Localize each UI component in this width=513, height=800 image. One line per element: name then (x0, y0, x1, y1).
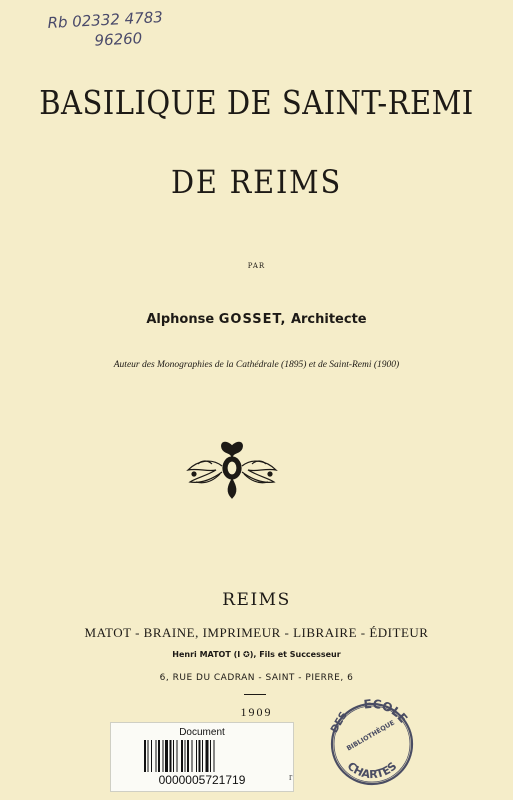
author-line (0, 312, 513, 327)
author-last-name: GOSSET, (218, 312, 287, 327)
imprint-city: REIMS (222, 590, 291, 610)
shelfmark-line-1: Rb 02332 4783 (47, 8, 164, 33)
barcode-icon (144, 740, 260, 772)
title-line-2: DE REIMS (171, 163, 342, 201)
stamp-left-text: DES (329, 710, 350, 735)
stamp-bottom-text: CHARTES (344, 759, 400, 782)
library-stamp (318, 688, 424, 793)
divider-dash (244, 694, 266, 695)
byline-par: PAR (247, 262, 266, 270)
small-margin-mark: r (289, 772, 293, 783)
library-barcode-label (110, 722, 294, 792)
imprint-publisher: MATOT - BRAINE, IMPRIMEUR - LIBRAIRE - ÉDITEUR (84, 625, 429, 640)
imprint-successor: Henri MATOT (I ✪), Fils et Successeur (172, 650, 341, 659)
title-line-1: BASILIQUE DE SAINT-REMI (39, 83, 474, 122)
barcode-label-heading: Document (179, 727, 225, 738)
printer-ornament-icon (182, 438, 282, 505)
author-first-name: Alphonse (146, 312, 215, 327)
author-credentials: Auteur des Monographies de la Cathédrale (1895) et de Saint-Remi (1900) (113, 360, 400, 370)
imprint-address: 6, RUE DU CADRAN - SAINT - PIERRE, 6 (159, 673, 354, 683)
imprint-year: 1909 (240, 705, 273, 719)
handwritten-shelfmark (47, 7, 164, 53)
barcode-number: 0000005721719 (158, 773, 246, 787)
stamp-middle-text: BIBLIOTHÈQUE (345, 718, 396, 753)
shelfmark-line-2: 96260 (94, 29, 143, 50)
stamp-top-text: ECOLE (362, 696, 411, 726)
author-role: Architecte (290, 312, 367, 327)
